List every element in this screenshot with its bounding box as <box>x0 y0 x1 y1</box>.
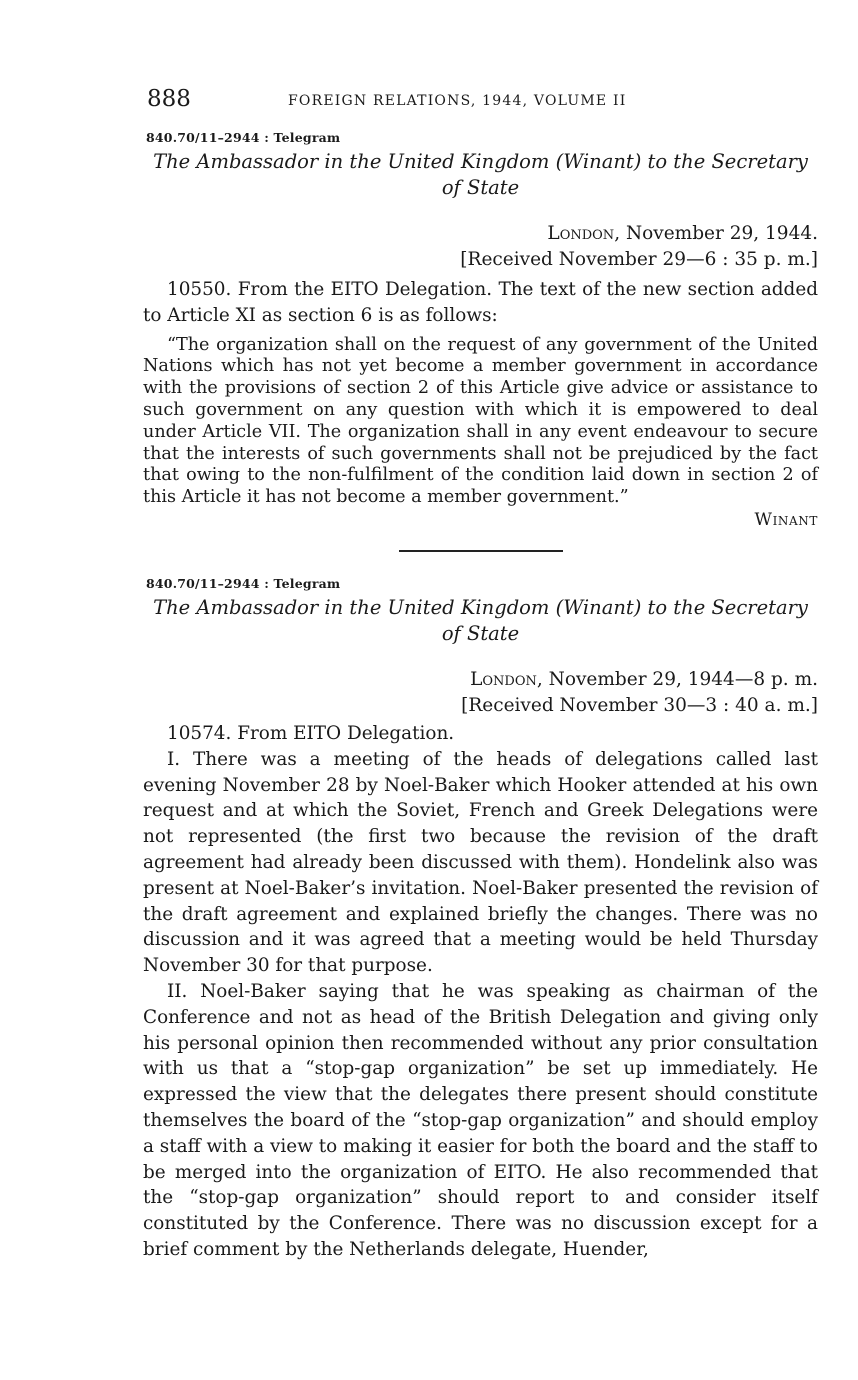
dateline-place: London <box>470 668 537 690</box>
dateline-place: London <box>547 223 615 244</box>
received-line: [Received November 29—6 : 35 p. m.] <box>460 249 818 270</box>
message-intro: 10574. From EITO Delegation. <box>167 722 455 744</box>
running-head <box>143 84 818 118</box>
title-line: The Ambassador in the United Kingdom (Winant) to the Secretary <box>153 595 808 619</box>
title-line: of State <box>441 176 520 199</box>
document-page <box>143 84 818 1263</box>
section-divider <box>399 550 563 552</box>
file-reference: 840.70/11–2944 : Telegram <box>146 575 341 591</box>
received-line: [Received November 30—3 : 40 a. m.] <box>461 694 818 716</box>
dateline-date: , November 29, 1944. <box>614 223 818 244</box>
telegram-2 <box>143 576 818 1263</box>
signature: Winant <box>754 509 818 530</box>
document-title <box>143 149 818 201</box>
message-intro: 10550. From the EITO Delegation. The text of the new section added to Article XI as section 6 is as follows: <box>143 279 818 326</box>
paragraph-1: I. There was a meeting of the heads of delegations called last evening November 28 by Noel-Baker which Hooker attended at his own request and at which the Soviet, French and Greek Delegations were not represented (the first two because the revision of the draft agreement had already been discussed with them). Hondelink also was present at Noel-Baker’s invitation. Noel-Baker presented the revision of the draft agreement and explained briefly the changes. There was no discussion and it was agreed that a meeting would be held Thursday November 30 for that purpose. <box>143 748 818 977</box>
page-number: 888 <box>147 86 191 112</box>
paragraph-2: II. Noel-Baker saying that he was speaking as chairman of the Conference and not as head of the British Delegation and giving only his personal opinion then recommended without any prior consultation with us that a “stop-gap organization” be set up immediately. He expressed the view that the delegates there present should constitute themselves the board of the “stop-gap organization” and should employ a staff with a view to making it easier for both the board and the staff to be merged into the organization of EITO. He also recommended that the “stop-gap organization” should report to and consider itself constituted by the Conference. There was no discussion except for a brief comment by the Netherlands delegate, Huender, <box>143 980 818 1260</box>
document-title <box>143 595 818 647</box>
quoted-section-text: “The organization shall on the request of any government of the United Nations which has not yet become a member government in accordance with the provisions of section 2 of this Article give advice or assistance to such government on any question with which it is empowered to deal under Article VII. The organization shall in any event endeavour to secure that the interests of such governments shall not be prejudiced by the fact that owing to the non-fulfilment of the condition laid down in section 2 of this Article it has not become a member government.” <box>143 334 818 508</box>
header-title: FOREIGN RELATIONS, 1944, VOLUME II <box>288 93 627 109</box>
title-line: The Ambassador in the United Kingdom (Winant) to the Secretary <box>153 150 808 173</box>
title-line: of State <box>441 621 520 645</box>
dateline <box>143 667 818 693</box>
file-reference: 840.70/11–2944 : Telegram <box>146 130 341 145</box>
telegram-1 <box>143 130 818 530</box>
dateline <box>143 221 818 247</box>
dateline-date: , November 29, 1944—8 p. m. <box>536 668 818 690</box>
